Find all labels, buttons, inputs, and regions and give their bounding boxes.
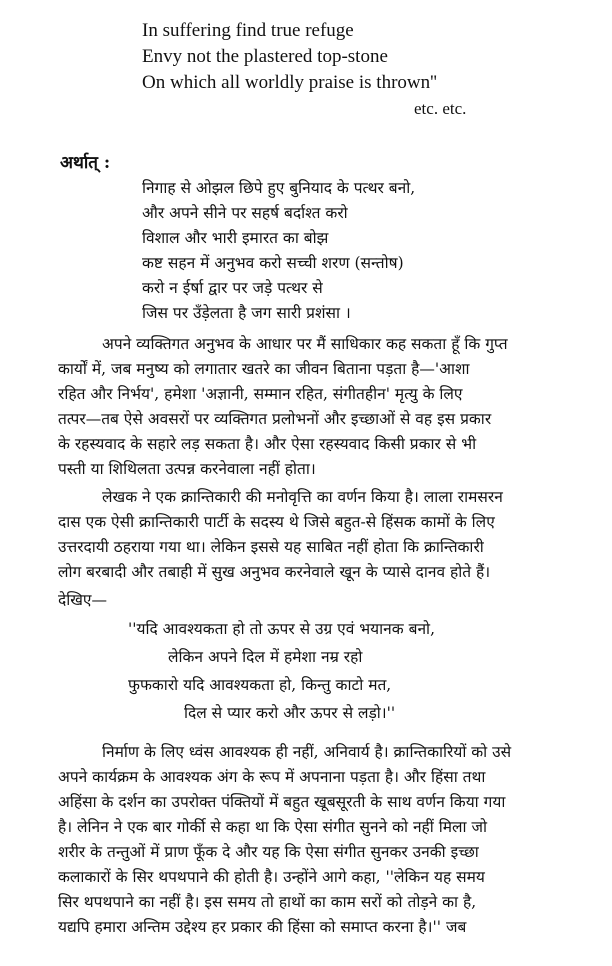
arthat-label: अर्थात् : [60, 153, 111, 173]
paragraph-line: कार्यों में, जब मनुष्य को लगातार खतरे का जीवन बिताना पड़ता है—'आशा [58, 360, 470, 378]
paragraph-line: है। लेनिन ने एक बार गोर्की से कहा था कि ऐसा संगीत सुनने को नहीं मिला जो [58, 818, 487, 836]
english-poem [142, 18, 466, 122]
english-poem-line: On which all worldly praise is thrown'' [142, 72, 437, 93]
english-etc: etc. etc. [414, 99, 467, 118]
paragraph-line: लेखक ने एक क्रान्तिकारी की मनोवृत्ति का वर्णन किया है। लाला रामसरन [102, 488, 503, 506]
hindi-poem-line: करो न ईर्षा द्वार पर जड़े पत्थर से [142, 279, 323, 297]
paragraph-line: अहिंसा के दर्शन का उपरोक्त पंक्तियों में बहुत खूबसूरती के साथ वर्णन किया गया [58, 793, 506, 811]
paragraph-2 [58, 485, 606, 585]
paragraph-1 [58, 332, 606, 482]
english-poem-line: In suffering find true refuge [142, 20, 354, 41]
paragraph-line: रहित और निर्भय', हमेशा 'अज्ञानी, सम्मान रहित, संगीतहीन' मृत्यु के लिए [58, 385, 463, 403]
hindi-poem-line: विशाल और भारी इमारत का बोझ [142, 229, 329, 247]
quote-poem-line: लेकिन अपने दिल में हमेशा नम्र रहो [168, 648, 363, 666]
paragraph-line: अपने व्यक्तिगत अनुभव के आधार पर मैं साधिकार कह सकता हूँ कि गुप्त [102, 335, 508, 353]
paragraph-line: उत्तरदायी ठहराया गया था। लेकिन इससे यह साबित नहीं होता कि क्रान्तिकारी [58, 538, 484, 556]
dekhiye-label: देखिए— [58, 591, 107, 609]
hindi-poem [142, 176, 415, 326]
paragraph-line: यद्यपि हमारा अन्तिम उद्देश्य हर प्रकार की हिंसा को समाप्त करना है।'' जब [58, 918, 467, 936]
english-poem-line: Envy not the plastered top-stone [142, 46, 388, 67]
hindi-poem-line: कष्ट सहन में अनुभव करो सच्ची शरण (सन्तोष) [142, 254, 404, 272]
quote-poem-line: दिल से प्यार करो और ऊपर से लड़ो।'' [184, 704, 396, 722]
paragraph-line: सिर थपथपाने का नहीं है। इस समय तो हाथों का काम सरों को तोड़ने का है, [58, 893, 477, 911]
hindi-poem-line: निगाह से ओझल छिपे हुए बुनियाद के पत्थर बनो, [142, 179, 416, 197]
quote-poem [128, 615, 568, 727]
paragraph-line: लोग बरबादी और तबाही में सुख अनुभव करनेवाले खून के प्यासे दानव होते हैं। [58, 563, 491, 581]
paragraph-line: पस्ती या शिथिलता उत्पन्न करनेवाला नहीं होता। [58, 460, 316, 478]
paragraph-line: तत्पर—तब ऐसे अवसरों पर व्यक्तिगत प्रलोभनों और इच्छाओं से वह इस प्रकार [58, 410, 492, 428]
quote-poem-line: ''यदि आवश्यकता हो तो ऊपर से उग्र एवं भयानक बनो, [128, 620, 436, 638]
paragraph-3 [58, 740, 606, 940]
paragraph-line: निर्माण के लिए ध्वंस आवश्यक ही नहीं, अनिवार्य है। क्रान्तिकारियों को उसे [102, 743, 512, 761]
paragraph-line: के रहस्यवाद के सहारे लड़ सकता है। और ऐसा रहस्यवाद किसी प्रकार से भी [58, 435, 477, 453]
paragraph-line: कलाकारों के सिर थपथपाने की होती है। उन्होंने आगे कहा, ''लेकिन यह समय [58, 868, 485, 886]
paragraph-line: अपने कार्यक्रम के आवश्यक अंग के रूप में अपनाना पड़ता है। और हिंसा तथा [58, 768, 486, 786]
paragraph-line: शरीर के तन्तुओं में प्राण फूँक दे और यह कि ऐसा संगीत सुनकर उनकी इच्छा [58, 843, 479, 861]
hindi-poem-line: और अपने सीने पर सहर्ष बर्दाश्त करो [142, 204, 348, 222]
hindi-poem-line: जिस पर उँड़ेलता है जग सारी प्रशंसा । [142, 304, 351, 322]
paragraph-line: दास एक ऐसी क्रान्तिकारी पार्टी के सदस्य थे जिसे बहुत-से हिंसक कामों के लिए [58, 513, 495, 531]
quote-poem-line: फुफकारो यदि आवश्यकता हो, किन्तु काटो मत, [128, 676, 392, 694]
